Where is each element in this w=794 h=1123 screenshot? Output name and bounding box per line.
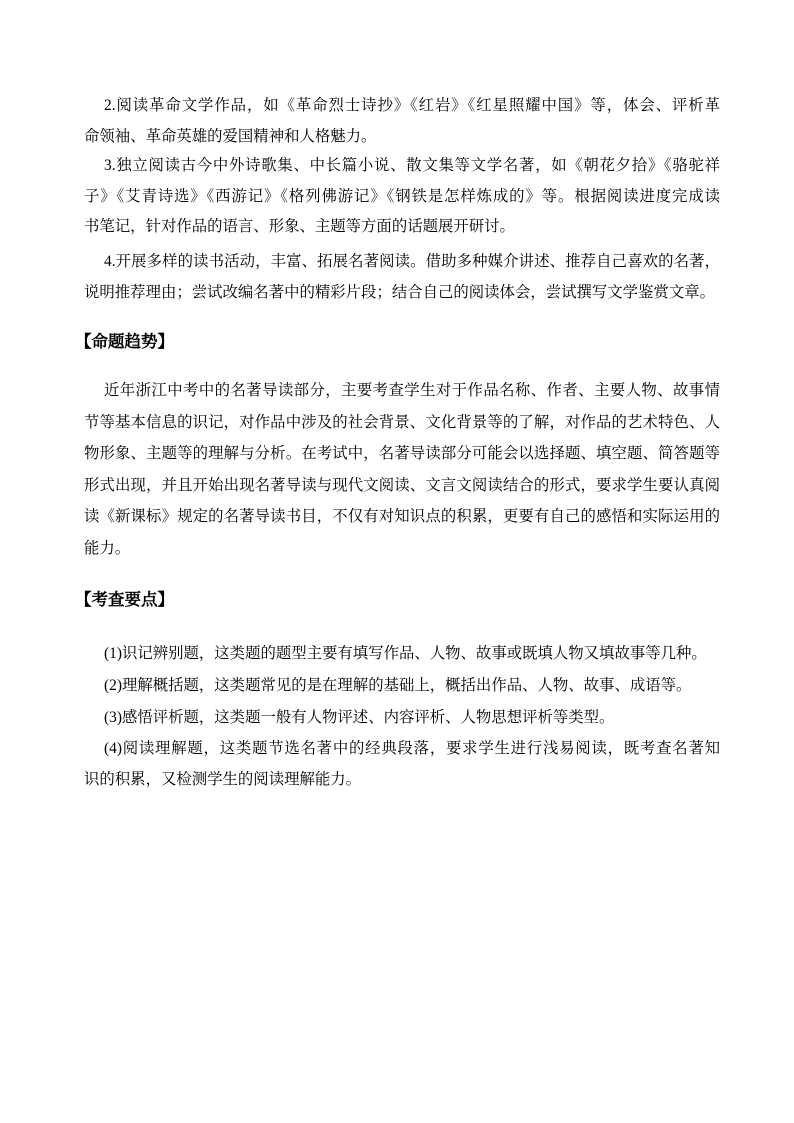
- paragraph-line: 说明推荐理由；尝试改编名著中的精彩片段；结合自己的阅读体会，尝试撰写文学鉴赏文章。: [84, 283, 716, 301]
- paragraph-line: 形式出现，并且开始出现名著导读与现代文阅读、文言文阅读结合的形式，要求学生要认真阅: [84, 476, 720, 494]
- paragraph-line: 3.独立阅读古今中外诗歌集、中长篇小说、散文集等文学名著，如《朝花夕拾》《骆驼祥: [104, 157, 720, 174]
- paragraph-line: 节等基本信息的识记，对作品中涉及的社会背景、文化背景等的了解，对作品的艺术特色、人: [84, 413, 720, 431]
- requirement-paragraph-4: [84, 247, 720, 308]
- paragraph-line: (3)感悟评析题，这类题一般有人物评述、内容评析、人物思想评析等类型。: [104, 709, 615, 726]
- paragraph-line: 读《新课标》规定的名著导读书目，不仅有对知识点的积累，更要有自己的感悟和实际运用的: [84, 508, 720, 526]
- paragraph-line: 子》《艾青诗选》《西游记》《格列佛游记》《钢铁是怎样炼成的》等。根据阅读进度完成读: [84, 187, 720, 205]
- key-point-item-1: [84, 638, 720, 670]
- paragraph-line: 识的积累，又检测学生的阅读理解能力。: [84, 770, 362, 788]
- key-point-item-2: [84, 670, 720, 702]
- key-point-item-4: [84, 734, 720, 795]
- section-heading-trend: 【命题趋势】: [75, 332, 174, 351]
- trend-paragraph: [84, 375, 720, 565]
- paragraph-line: (1)识记辨别题，这类题的题型主要有填写作品、人物、故事或既填人物又填故事等几种。: [104, 645, 707, 662]
- section-heading-key-points: 【考查要点】: [75, 590, 174, 609]
- paragraph-line: 近年浙江中考中的名著导读部分，主要考查学生对于作品名称、作者、主要人物、故事情: [104, 382, 720, 399]
- paragraph-line: 物形象、主题等的理解与分析。在考试中，名著导读部分可能会以选择题、填空题、简答题等: [84, 445, 720, 463]
- paragraph-line: 书笔记，针对作品的语言、形象、主题等方面的话题展开研讨。: [84, 218, 515, 235]
- paragraph-line: 命领袖、革命英雄的爱国精神和人格魅力。: [84, 127, 377, 145]
- requirement-paragraph-2: [84, 91, 720, 152]
- paragraph-line: 4.开展多样的读书活动，丰富、拓展名著阅读。借助多种媒介讲述、推荐自己喜欢的名著，: [104, 253, 720, 270]
- paragraph-line: 2.阅读革命文学作品，如《革命烈士诗抄》《红岩》《红星照耀中国》等，体会、评析革: [104, 97, 720, 114]
- key-point-item-3: [84, 702, 720, 734]
- paragraph-line: (2)理解概括题，这类题常见的是在理解的基础上，概括出作品、人物、故事、成语等。: [104, 677, 692, 694]
- requirement-paragraph-3: [84, 151, 720, 243]
- paragraph-line: (4)阅读理解题，这类题节选名著中的经典段落，要求学生进行浅易阅读，既考查名著知: [104, 740, 720, 757]
- paragraph-line: 能力。: [84, 539, 131, 557]
